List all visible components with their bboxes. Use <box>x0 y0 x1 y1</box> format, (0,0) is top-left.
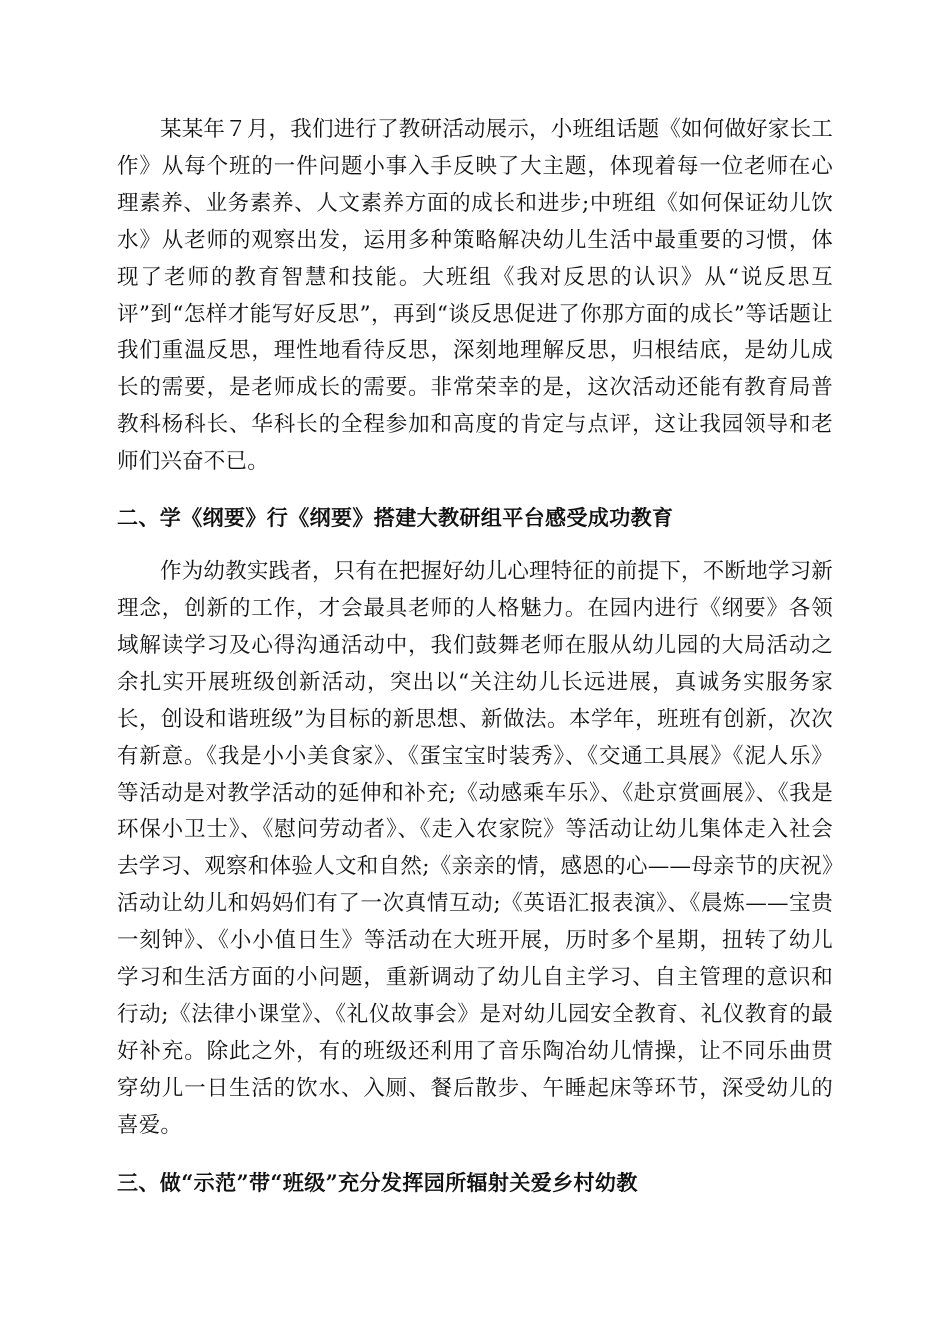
paragraph-class-innovation: 作为幼教实践者，只有在把握好幼儿心理特征的前提下，不断地学习新理念，创新的工作，才会最具老师的人格魅力。在园内进行《纲要》各领域解读学习及心得沟通活动中，我们鼓舞老师在服从幼儿园的大局活动之余扎实开展班级创新活动，突出以“关注幼儿长远进展，真诚务实服务家长，创设和谐班级”为目标的新思想、新做法。本学年，班班有创新，次次有新意。《我是小小美食家》、《蛋宝宝时装秀》、《交通工具展》《泥人乐》等活动是对教学活动的延伸和补充;《动感乘车乐》、《赴京赏画展》、《我是环保小卫士》、《慰问劳动者》、《走入农家院》等活动让幼儿集体走入社会去学习、观察和体验人文和自然;《亲亲的情，感恩的心——母亲节的庆祝》活动让幼儿和妈妈们有了一次真情互动;《英语汇报表演》、《晨炼——宝贵一刻钟》、《小小值日生》等活动在大班开展，历时多个星期，扭转了幼儿学习和生活方面的小问题，重新调动了幼儿自主学习、自主管理的意识和行动;《法律小课堂》、《礼仪故事会》是对幼儿园安全教育、礼仪教育的最好补充。除此之外，有的班级还利用了音乐陶冶幼儿情操，让不同乐曲贯穿幼儿一日生活的饮水、入厕、餐后散步、午睡起床等环节，深受幼儿的喜爱。 <box>117 559 833 1138</box>
document-body <box>117 112 833 1201</box>
section-heading-2: 二、学《纲要》行《纲要》搭建大教研组平台感受成功教育 <box>117 505 674 531</box>
paragraph-teaching-research-showcase: 某某年７月，我们进行了教研活动展示，小班组话题《如何做好家长工作》从每个班的一件问题小事入手反映了大主题，体现着每一位老师在心理素养、业务素养、人文素养方面的成长和进步;中班组《如何保证幼儿饮水》从老师的观察出发，运用多种策略解决幼儿生活中最重要的习惯，体现了老师的教育智慧和技能。大班组《我对反思的认识》从“说反思互评”到“怎样才能写好反思”，再到“谈反思促进了你那方面的成长”等话题让我们重温反思，理性地看待反思，深刻地理解反思，归根结底，是幼儿成长的需要，是老师成长的需要。非常荣幸的是，这次活动还能有教育局普教科杨科长、华科长的全程参加和高度的肯定与点评，这让我园领导和老师们兴奋不已。 <box>117 117 833 475</box>
section-heading-3: 三、做“示范”带“班级”充分发挥园所辐射关爱乡村幼教 <box>117 1169 638 1195</box>
